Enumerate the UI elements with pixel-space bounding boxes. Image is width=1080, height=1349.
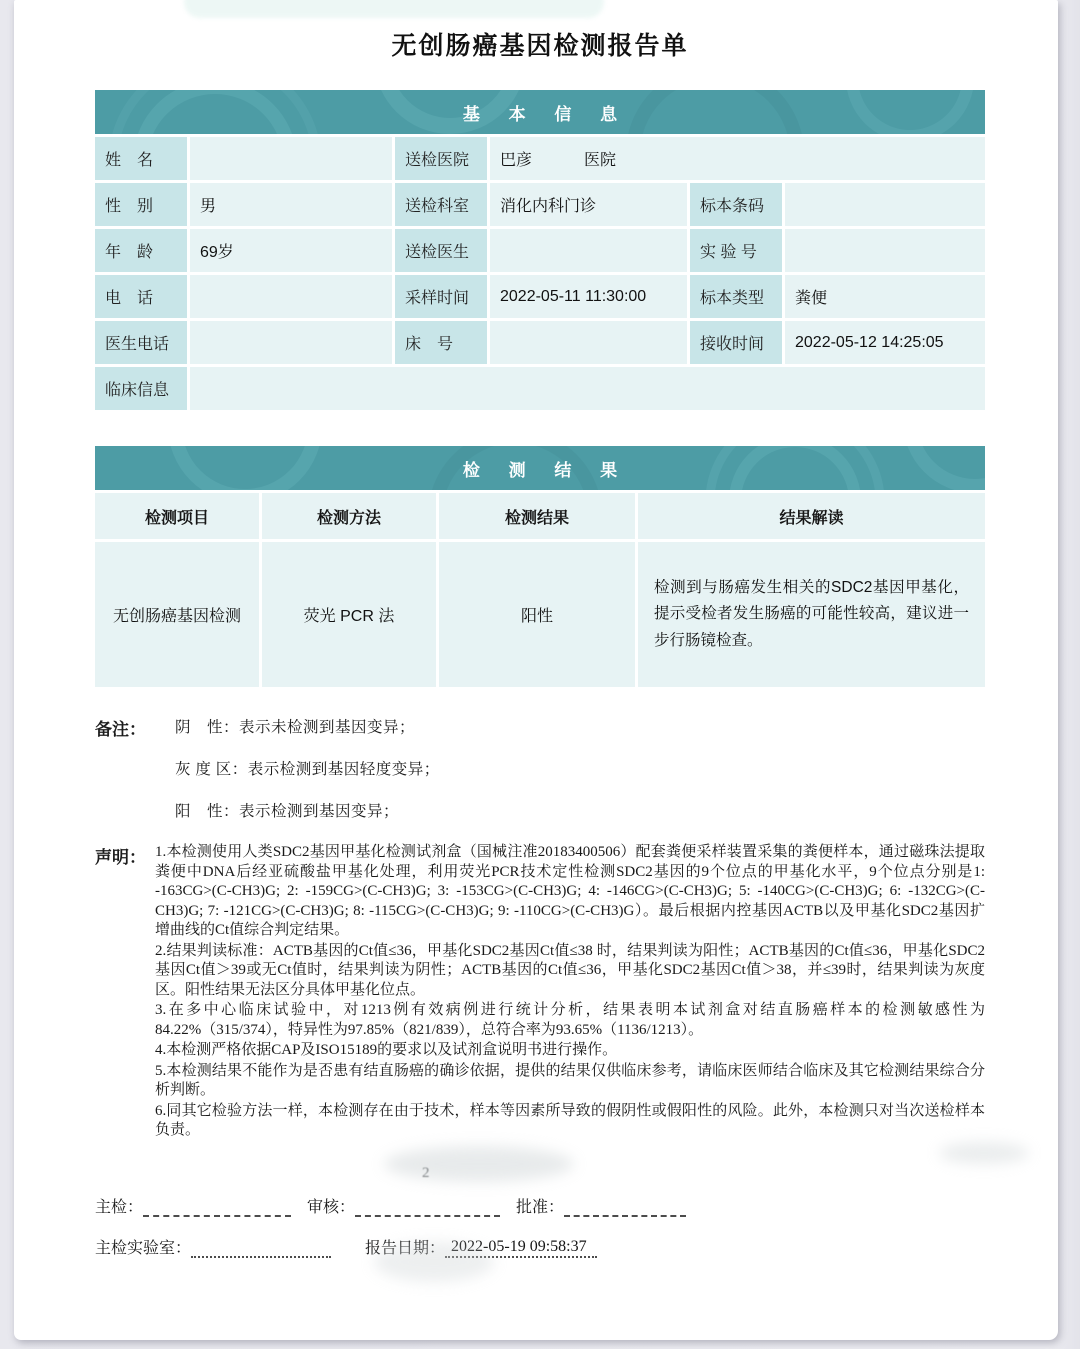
bed-value [490, 321, 687, 364]
result-interpretation: 检测到与肠癌发生相关的SDC2基因甲基化，提示受检者发生肠癌的可能性较高，建议进一步行肠镜检查。 [638, 542, 985, 687]
lab-label: 主检实验室： [95, 1239, 192, 1257]
clinical-value [190, 367, 985, 410]
statement-item-3: 3.在多中心临床试验中，对1213例有效病例进行统计分析，结果表明本试剂盒对结直肠癌样本的检测敏感性为84.22%（315/374），特异性为97.85%（821/839），总符合率为93.65%（1136/1213）。 [155, 1002, 985, 1038]
scan-smudge [939, 1142, 1029, 1164]
hospital-value [490, 137, 985, 180]
remark-negative: 阴 性：表示未检测到基因变异； [175, 719, 416, 736]
age-label: 年 龄 [95, 229, 187, 272]
report-date-value: 2022-05-19 09:58:37 [445, 1238, 597, 1258]
remarks-label: 备注： [95, 720, 146, 739]
inspector-label: 主检： [95, 1198, 144, 1216]
dept-label: 送检科室 [395, 183, 487, 226]
report-date-label: 报告日期： [365, 1239, 446, 1257]
doctor-phone-label: 医生电话 [95, 321, 187, 364]
statement-item-6: 6.同其它检验方法一样，本检测存在由于技术，样本等因素所导致的假阴性或假阳性的风险。此外，本检测只对当次送检样本负责。 [155, 1102, 985, 1138]
reviewer-signature-blank [355, 1200, 500, 1217]
overwritten-mark: 2 [422, 1165, 430, 1181]
statement-label: 声明： [95, 848, 146, 867]
result-value: 阳性 [439, 542, 635, 687]
basic-info-table [95, 90, 985, 410]
col-header-result: 检测结果 [439, 493, 635, 539]
signature-row-1 [95, 1194, 985, 1217]
inspector-signature-blank [143, 1200, 291, 1217]
page-title: 无创肠癌基因检测报告单 [391, 32, 689, 60]
hospital-label: 送检医院 [395, 137, 487, 180]
basic-info-grid [95, 137, 985, 410]
sample-type-value: 粪便 [785, 275, 985, 318]
sample-time-label: 采样时间 [395, 275, 487, 318]
reviewer-label: 审核： [307, 1198, 356, 1216]
report-content [95, 0, 985, 1276]
results-table [95, 446, 985, 687]
barcode-value [785, 183, 985, 226]
lab-blank [191, 1241, 331, 1258]
dept-value: 消化内科门诊 [490, 183, 687, 226]
statement-items [155, 843, 985, 1142]
name-label: 姓 名 [95, 137, 187, 180]
receive-time-label: 接收时间 [690, 321, 782, 364]
statement-item-1: 1.本检测使用人类SDC2基因甲基化检测试剂盒（国械注准20183400506）配套粪便采样装置采集的粪便样本，通过磁珠法提取粪便中DNA后经亚硫酸盐甲基化处理，利用荧光PCR技术定性检测SDC2基因的9个位点的甲基化水平，9个位点分别是1: -163CG>(C-CH3)G; 2: -159CG>(C-CH3)G; 3: -153CG>(C-CH3)G; 4: -146CG>(C-CH3)G; 5: -140CG>(C-CH3)G; 6: -132CG>(C-CH3)G; 7: -121CG>(C-CH3)G; 8: -115CG>(C-CH3)G; 9: -110CG>(C-CH3)G）。最后根据内控基因ACTB以及甲基化SDC2基因扩增曲线的Ct值综合判定结果。 [155, 844, 985, 938]
clinical-label: 临床信息 [95, 367, 187, 410]
results-grid [95, 493, 985, 687]
basic-info-title: 基 本 信 息 [462, 104, 630, 124]
receive-time-value: 2022-05-12 14:25:05 [785, 321, 985, 364]
basic-info-header [95, 90, 985, 134]
remarks-section [95, 715, 985, 841]
statement-item-2: 2.结果判读标准：ACTB基因的Ct值≤36，甲基化SDC2基因Ct值≤38 时，结果判读为阳性；ACTB基因的Ct值≤36，甲基化SDC2基因Ct值＞39或无Ct值时，结果判读为阴性；ACTB基因的Ct值≤36，甲基化SDC2基因Ct值＞38，并≤39时，结果判读为灰度区。阳性结果无法区分具体甲基化位点。 [155, 942, 985, 998]
age-value: 69岁 [190, 229, 392, 272]
approver-label: 批准： [516, 1198, 565, 1216]
gender-value: 男 [190, 183, 392, 226]
labno-value [785, 229, 985, 272]
labno-label: 实 验 号 [690, 229, 782, 272]
col-header-interpretation: 结果解读 [638, 493, 985, 539]
doctor-phone-value [190, 321, 392, 364]
statement-section [95, 843, 985, 1142]
result-item: 无创肠癌基因检测 [95, 542, 259, 687]
signature-row-2 [95, 1235, 985, 1258]
result-method: 荧光 PCR 法 [262, 542, 436, 687]
bed-label: 床 号 [395, 321, 487, 364]
statement-item-4: 4.本检测严格依据CAP及ISO15189的要求以及试剂盒说明书进行操作。 [155, 1042, 618, 1058]
report-page [14, 0, 1058, 1340]
remarks-lines [175, 715, 440, 841]
col-header-method: 检测方法 [262, 493, 436, 539]
scan-smudge [384, 1146, 574, 1182]
sample-time-value: 2022-05-11 11:30:00 [490, 275, 687, 318]
doctor-value [490, 229, 687, 272]
hospital-suffix: 医院 [584, 152, 617, 169]
scan-smudge [374, 1242, 494, 1282]
remark-grayzone: 灰 度 区：表示检测到基因轻度变异； [175, 761, 440, 778]
sample-type-label: 标本类型 [690, 275, 782, 318]
col-header-item: 检测项目 [95, 493, 259, 539]
results-header [95, 446, 985, 490]
signature-section [95, 1194, 985, 1258]
gender-label: 性 别 [95, 183, 187, 226]
name-value [190, 137, 392, 180]
results-title: 检 测 结 果 [462, 460, 630, 480]
phone-value [190, 275, 392, 318]
doctor-label: 送检医生 [395, 229, 487, 272]
remark-positive: 阳 性：表示检测到基因变异； [175, 803, 400, 820]
barcode-label: 标本条码 [690, 183, 782, 226]
approver-signature-blank [564, 1200, 686, 1217]
statement-item-5: 5.本检测结果不能作为是否患有结直肠癌的确诊依据，提供的结果仅供临床参考，请临床医师结合临床及其它检测结果综合分析判断。 [155, 1062, 985, 1098]
hospital-prefix: 巴彦 [500, 152, 533, 169]
phone-label: 电 话 [95, 275, 187, 318]
